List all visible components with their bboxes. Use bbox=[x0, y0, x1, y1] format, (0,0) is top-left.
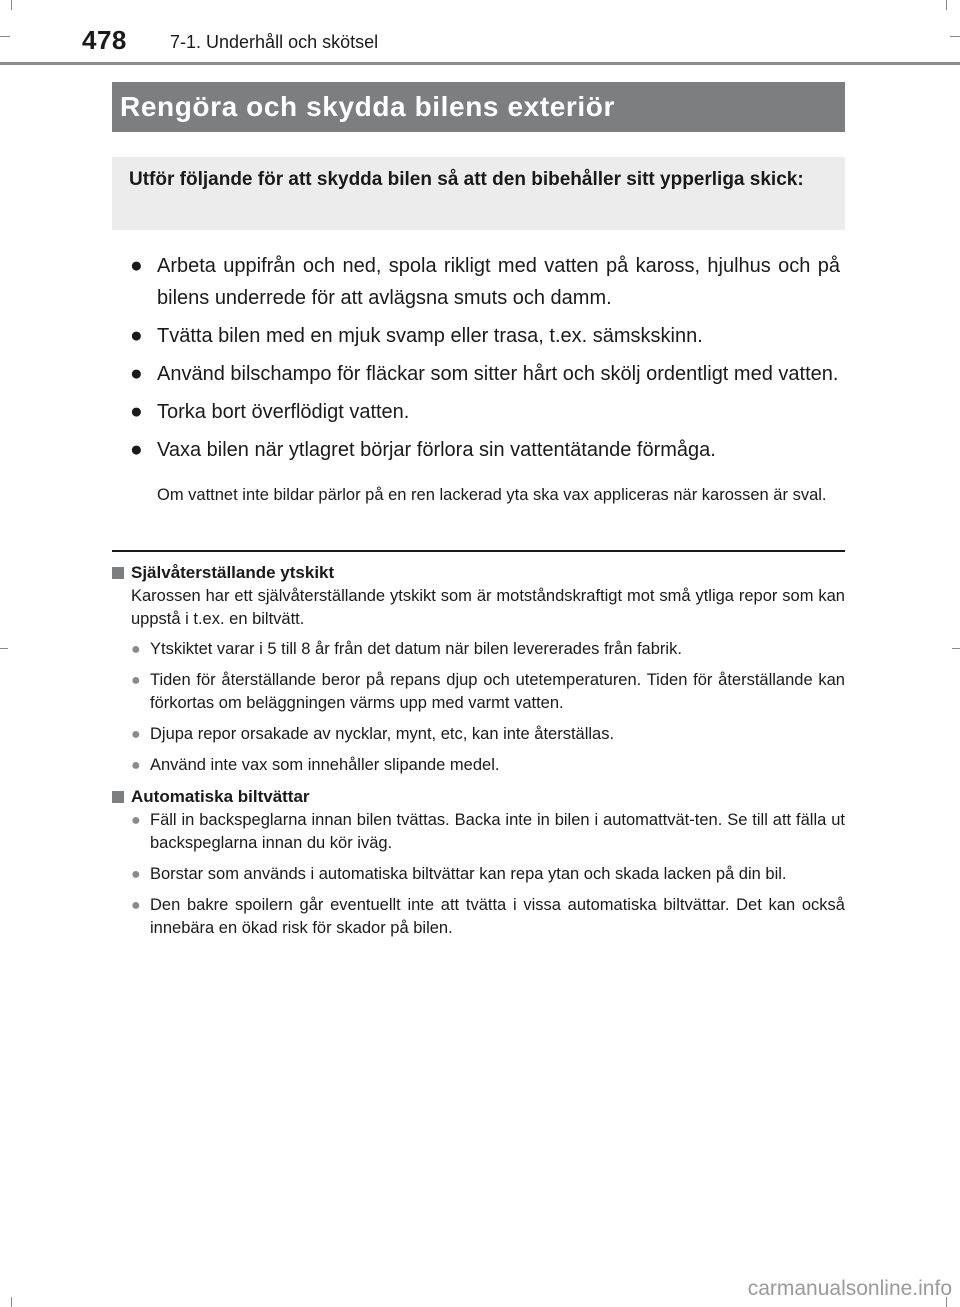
note-text: Karossen har ett självåterställande ytskikt som är motståndskraftigt mot små ytliga repor som kan uppstå i t.ex. en biltvätt. bbox=[131, 587, 845, 628]
bullet-icon: ● bbox=[131, 757, 141, 774]
note-item-text: Tiden för återställande beror på repans djup och utetemperaturen. Tiden för återställande kan förkortas om beläggningen värms upp med varmt vatten. bbox=[150, 671, 845, 712]
intro-box bbox=[112, 157, 845, 230]
section-divider bbox=[112, 550, 845, 552]
note-item bbox=[112, 638, 845, 661]
note-item bbox=[112, 723, 845, 746]
bullet-icon: ● bbox=[131, 641, 141, 658]
note-item-text: Använd inte vax som innehåller slipande medel. bbox=[150, 756, 500, 774]
crop-mark bbox=[0, 36, 10, 37]
step-text: Vaxa bilen när ytlagret börjar förlora sin vattentätande förmåga. bbox=[157, 439, 716, 461]
note-item-text: Den bakre spoilern går eventuellt inte att tvätta i vissa automatiska biltvättar. Det kan också innebära en ökad risk för skador på bilen. bbox=[150, 896, 845, 937]
step-text: Arbeta uppifrån och ned, spola rikligt med vatten på kaross, hjulhus och på bilens underrede för att avlägsna smuts och damm. bbox=[157, 255, 840, 309]
bullet-icon: ● bbox=[130, 324, 143, 347]
note-heading bbox=[112, 561, 845, 584]
bullet-icon: ● bbox=[130, 362, 143, 385]
note-item-text: Fäll in backspeglarna innan bilen tvättas. Backa inte in bilen i automattvät-ten. Se till att fälla ut backspeglarna innan du kör iväg. bbox=[150, 811, 845, 852]
bullet-icon: ● bbox=[131, 726, 141, 743]
header-rule bbox=[0, 62, 960, 65]
intro-text: Utför följande för att skydda bilen så att den bibehåller sitt ypperliga skick: bbox=[129, 169, 804, 190]
note-item bbox=[112, 809, 845, 855]
step-item bbox=[130, 358, 840, 390]
notes-area bbox=[112, 561, 845, 948]
crop-mark bbox=[11, 0, 12, 10]
note-heading-text: Automatiska biltvättar bbox=[131, 787, 310, 806]
note-item-text: Djupa repor orsakade av nycklar, mynt, etc, kan inte återställas. bbox=[150, 725, 615, 743]
watermark[interactable]: carmanualsonline.info bbox=[747, 1277, 952, 1300]
chapter-title: 7-1. Underhåll och skötsel bbox=[170, 32, 379, 52]
bullet-icon: ● bbox=[131, 866, 141, 883]
note-item bbox=[112, 863, 845, 886]
bullet-icon: ● bbox=[130, 254, 143, 277]
steps-note: Om vattnet inte bildar pärlor på en ren lackerad yta ska vax appliceras när karossen är sval. bbox=[157, 486, 827, 504]
note-heading bbox=[112, 785, 845, 808]
note-item bbox=[112, 754, 845, 777]
note-item bbox=[112, 669, 845, 715]
step-item bbox=[130, 320, 840, 352]
crop-mark bbox=[0, 648, 8, 649]
step-item bbox=[130, 396, 840, 428]
crop-mark bbox=[946, 0, 947, 10]
square-bullet-icon bbox=[112, 567, 124, 579]
note-item-text: Ytskiktet varar i 5 till 8 år från det datum när bilen levererades från fabrik. bbox=[150, 640, 682, 658]
page-number: 478 bbox=[82, 25, 127, 55]
note-item-text: Borstar som används i automatiska biltvättar kan repa ytan och skada lacken på din bil. bbox=[150, 865, 787, 883]
step-text: Använd bilschampo för fläckar som sitter hårt och skölj ordentligt med vatten. bbox=[157, 363, 839, 385]
bullet-icon: ● bbox=[130, 438, 143, 461]
note-heading-text: Självåterställande ytskikt bbox=[131, 563, 335, 582]
bullet-icon: ● bbox=[131, 812, 141, 829]
step-text: Torka bort överflödigt vatten. bbox=[157, 401, 410, 423]
section-title: Rengöra och skydda bilens exteriör bbox=[112, 82, 845, 132]
crop-mark bbox=[952, 648, 960, 649]
square-bullet-icon bbox=[112, 791, 124, 803]
step-text: Tvätta bilen med en mjuk svamp eller trasa, t.ex. sämskskinn. bbox=[157, 325, 703, 347]
step-list bbox=[130, 250, 840, 472]
bullet-icon: ● bbox=[131, 672, 141, 689]
step-item bbox=[130, 250, 840, 314]
note-item bbox=[112, 894, 845, 940]
crop-mark bbox=[11, 1297, 12, 1307]
bullet-icon: ● bbox=[130, 400, 143, 423]
step-item bbox=[130, 434, 840, 466]
bullet-icon: ● bbox=[131, 897, 141, 914]
crop-mark bbox=[950, 36, 960, 37]
